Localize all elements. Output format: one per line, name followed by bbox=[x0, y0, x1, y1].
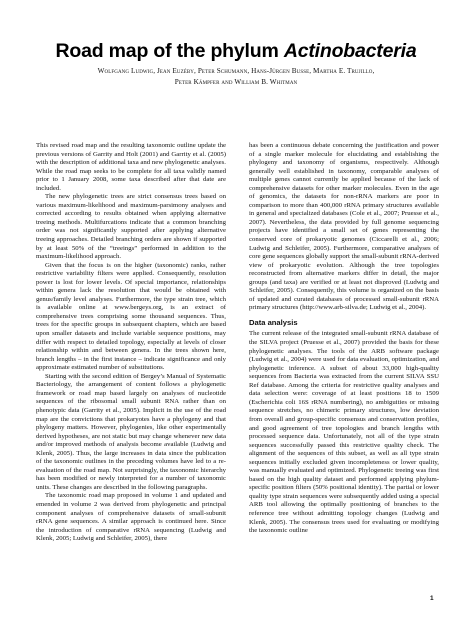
page-number: 1 bbox=[430, 595, 434, 602]
paragraph: The new phylogenetic trees are strict consensus trees based on various maximum-likelihood and maximum-parsimony analyses and corrected according to results obtained when applying alternative treeing methods. Multifurcations indicate that a common branching order was not significantly supported after applying alternative treeing approaches. Detailed branching orders are shown if supported by at least 50% of the “treeings” performed in addition to the maximum-likelihood approach. bbox=[36, 193, 226, 261]
paragraph: Given that the focus is on the higher (taxonomic) ranks, rather restrictive variability filters were applied. Consequently, resolution power is lost for lower levels. Of special importance, relationships within genera lack the resolution that would be obtained with genus/family level analyses. Furthermore, the type strain tree, which is available online at www.bergeys.org, is an extract of comprehensive trees comprising some thousand sequences. Thus, trees for the specific groups in subsequent chapters, which are based upon smaller datasets and include variable sequence positions, may differ with respect to detailed topology, especially at levels of closer relationship within and between genera. In the trees shown here, branch lengths – in the first instance – indicate significance and only approximate estimated number of substitutions. bbox=[36, 261, 226, 372]
authors-line-1: Wolfgang Ludwig, Jean Euzéby, Peter Schumann, Hans-Jürgen Busse, Martha E. Trujillo, bbox=[97, 67, 375, 75]
authors-line-2: Peter Kämpfer and William B. Whitman bbox=[174, 78, 298, 86]
paragraph: The taxonomic road map proposed in volume 1 and updated and emended in volume 2 was derived from phylogenetic and principal component analyses of comprehensive datasets of small-subunit rRNA gene sequences. A similar approach is continued here. Since the introduction of comparative rRNA sequencing (Ludwig and Klenk, 2005; Ludwig and Schleifer, 2005), there bbox=[36, 492, 226, 543]
right-column bbox=[249, 142, 439, 536]
title-taxon: Actinobacteria bbox=[283, 40, 417, 62]
author-list bbox=[20, 66, 452, 88]
paragraph: This revised road map and the resulting taxonomic outline update the previous versions of Garrity and Holt (2001) and Garrity et al. (2005) with the description of additional taxa and new phylogenetic analyses. While the road map seeks to be complete for all taxa validly named prior to 1 January 2008, some taxa described after that date are included. bbox=[36, 142, 226, 192]
paper-title bbox=[0, 40, 472, 63]
section-heading: Data analysis bbox=[249, 317, 298, 327]
title-prefix: Road map of the phylum bbox=[55, 40, 284, 62]
paragraph: Starting with the second edition of Bergey’s Manual of Systematic Bacteriology, the arrangement of content follows a phylogenetic framework or road map based largely on analyses of nucleotide sequences of the ribosomal small subunit RNA rather than on phenotypic data (Garrity et al., 2005). Implicit in the use of the road map are the convictions that prokaryotes have a phylogeny and that phylogeny matters. However, phylogenies, like other experimentally derived hypotheses, are not static but may change whenever new data and/or improved methods of analysis become available (Ludwig and Klenk, 2005). Thus, the large increases in data since the publication of the taxonomic outlines in the preceding volumes have led to a re-evaluation of the road map. Not surprisingly, the taxonomic hierarchy has been modified or newly interpreted for a number of taxonomic units. These changes are described in the following paragraphs. bbox=[36, 372, 226, 491]
paragraph: has been a continuous debate concerning the justification and power of a single marker molecule for elucidating and establishing the phylogeny and taxonomy of organisms, respectively. Although generally well established in taxonomy, comparable analyses of multiple genes cannot currently be applied because of the lack of comprehensive datasets for other marker molecules. Even in the age of genomics, the datasets for non-rRNA markers are poor in comparison to more than 400,000 rRNA primary structures available in general and specialized databases (Cole et al., 2007; Pruesse et al., 2007). Nevertheless, the data provided by full genome sequencing projects have identified a small set of genes representing the conserved core of prokaryotic genomes (Ciccarelli et al., 2006; Ludwig and Schleifer, 2005). Furthermore, comparative analyses of core gene sequences globally support the small-subunit rRNA-derived view of prokaryotic evolution. Although the tree topologies reconstructed from alternative markers differ in detail, the major groups (and taxa) are verified or at least not disproved (Ludwig and Schleifer, 2005). Consequently, this volume is organized on the basis of updated and curated databases of processed small-subunit rRNA primary structures (http://www.arb-silva.de; Ludwig et al., 2004). bbox=[249, 142, 439, 312]
paragraph: The current release of the integrated small-subunit rRNA database of the SILVA project (Pruesse et al., 2007) provided the basis for these phylogenetic analyses. The tools of the ARB software package (Ludwig et al., 2004) were used for data evaluation, optimization, and phylogenetic inference. A subset of about 33,000 high-quality sequences from Bacteria was extracted from the current SILVA SSU Ref database. Among the criteria for restrictive quality analyses and data selection were: coverage of at least positions 18 to 1509 (Escherichia coli 16S rRNA numbering), no ambiguities or missing sequence stretches, no chimeric primary structures, low deviation from overall and group-specific consensus and conservation profiles, and good agreement of tree topologies and branch lengths with processed sequence data. Unfortunately, not all of the type strain sequences successfully passed this restrictive quality check. The alignment of the sequences of this subset, as well as all type strain sequences initially excluded given incompleteness or lower quality, was manually evaluated and optimized. Phylogenetic treeing was first based on the high quality dataset and performed applying phylum-specific position filters (50% positional identity). The partial or lower quality type strain sequences were subsequently added using a special ARB tool allowing the optimally positioning of branches to the reference tree without admitting topology changes (Ludwig and Klenk, 2005). The consensus trees used for evaluating or modifying the taxonomic outline bbox=[249, 330, 439, 535]
left-column bbox=[36, 142, 226, 544]
